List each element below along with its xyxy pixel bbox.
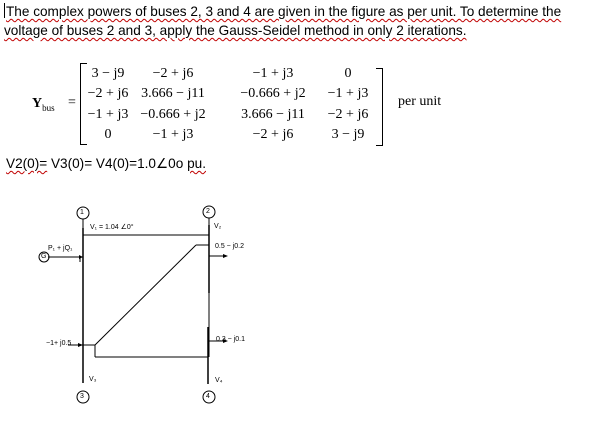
matrix-cell-4-2: −1 + j3: [152, 127, 194, 142]
matrix-cell-1-3: −1 + j3: [252, 66, 294, 81]
initial-condition-unit: pu.: [187, 156, 206, 171]
bus-4-load-label: 0.3 − j0.1: [216, 336, 245, 343]
problem-line-1: The complex powers of buses 2, 3 and 4 are given in the figure as per unit. To determine the: [6, 4, 562, 19]
bus-3-number: 3: [80, 393, 84, 400]
matrix-cell-3-2: −0.666 + j2: [140, 107, 206, 122]
matrix-cell-4-4: 3 − j9: [331, 127, 365, 142]
bus-4-number: 4: [206, 393, 210, 400]
generator-label: G: [41, 253, 47, 260]
matrix-cell-3-1: −1 + j3: [87, 107, 129, 122]
matrix-cell-4-1: 0: [104, 127, 112, 142]
initial-condition-values: V3(0)= V4(0)=1.0∠0o: [47, 156, 188, 171]
matrix-cell-4-3: −2 + j6: [252, 127, 294, 142]
bus-1-number: 1: [80, 209, 84, 216]
bus-2-load-arrow-head: [223, 254, 228, 258]
matrix-cell-3-3: 3.666 − j11: [241, 107, 305, 122]
bus-2-number: 2: [206, 208, 210, 215]
matrix-cell-1-1: 3 − j9: [91, 66, 125, 81]
unit-label: per unit: [398, 94, 442, 109]
matrix-cell-1-4: 0: [344, 66, 352, 81]
bus-2-load-label: 0.5 − j0.2: [215, 243, 244, 250]
initial-condition-prefix: V2(0)=: [6, 156, 48, 171]
ybus-symbol: $Y_{bus}$: [32, 96, 55, 113]
v1-label: V₁ = 1.04 ∠0°: [90, 224, 134, 231]
equals-sign: =: [68, 95, 76, 110]
line-2-3-diagonal: [95, 245, 196, 345]
matrix-cell-2-2: 3.666 − j11: [141, 86, 205, 101]
matrix-cell-3-4: −2 + j6: [327, 107, 369, 122]
matrix-cell-1-2: −2 + j6: [152, 66, 194, 81]
v4-label: V₄: [215, 377, 223, 384]
v2-label: V₂: [214, 223, 222, 230]
matrix-cell-2-1: −2 + j6: [87, 86, 129, 101]
bus-3-load-label: −1+ j0.5: [46, 340, 72, 347]
p1-label: P₁ + jQ₁: [48, 245, 73, 252]
v3-label: V₃: [89, 376, 97, 383]
problem-line-2: voltage of buses 2 and 3, apply the Gauss-Seidel method in only 2 iterations.: [4, 23, 467, 38]
matrix-cell-2-3: −0.666 + j2: [240, 86, 306, 101]
matrix-cell-2-4: −1 + j3: [327, 86, 369, 101]
